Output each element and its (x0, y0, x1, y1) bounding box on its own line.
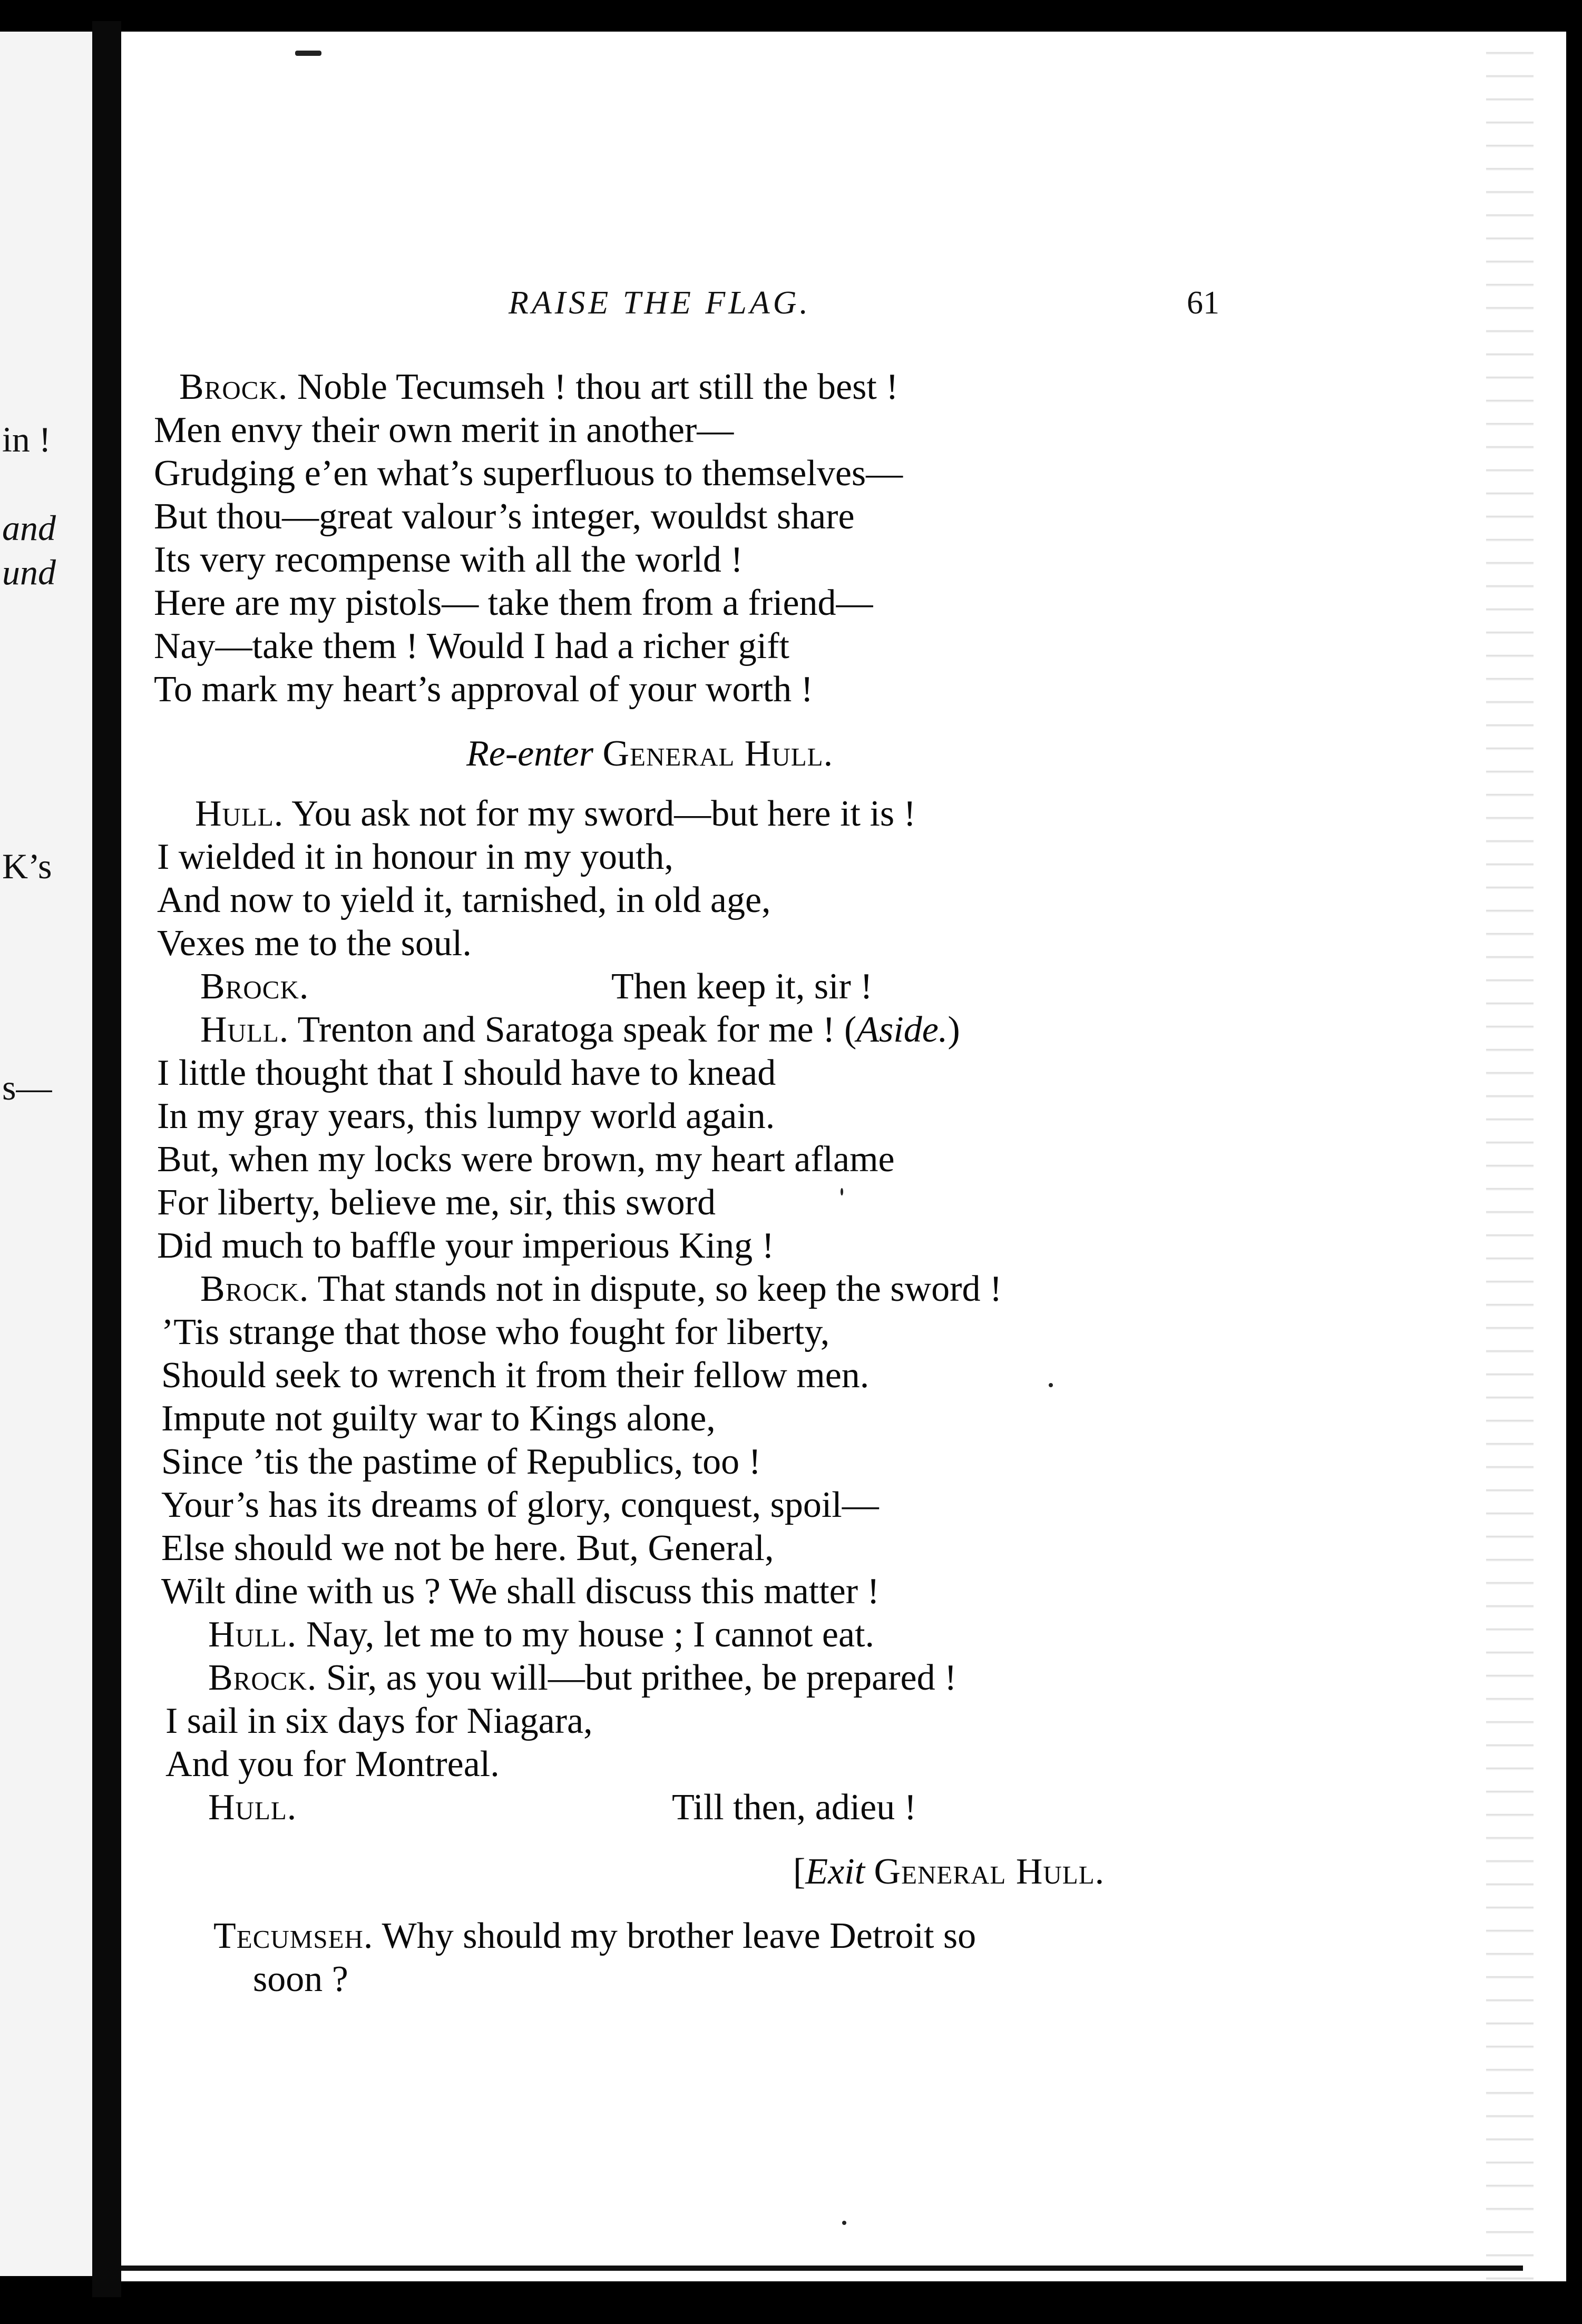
speaker-name: Tecumseh. (213, 1916, 374, 1956)
verse-line: Till then, adieu ! (672, 1787, 917, 1828)
verse-line: I wielded it in honour in my youth, (157, 837, 673, 877)
verse-line: Here are my pistols— take them from a friend— (154, 583, 873, 623)
verse-line (179, 369, 899, 406)
stage-direction-verb: Re-enter (466, 733, 593, 774)
line-text: Trenton and Saratoga speak for me ! ( (289, 1009, 857, 1050)
line-text: Why should my brother leave Detroit so (373, 1916, 976, 1956)
left-page-fragment-text: und (2, 552, 56, 592)
verse-line: And now to yield it, tarnished, in old age, (157, 880, 771, 920)
verse-line (200, 1271, 1002, 1308)
left-page-fragment (0, 32, 92, 2276)
stage-direction-bracket: [ (793, 1851, 806, 1892)
verse-line: But, when my locks were brown, my heart aflame (157, 1139, 895, 1180)
verse-line: Men envy their own merit in another— (154, 410, 734, 450)
speaker-name: Brock. (208, 1658, 317, 1698)
running-header: RAISE THE FLAG. (509, 285, 811, 321)
left-page-fragment-text: s— (2, 1067, 52, 1107)
verse-line: Since ’tis the pastime of Republics, too ! (161, 1442, 761, 1482)
verse-line: In my gray years, this lumpy world again. (157, 1096, 775, 1136)
verse-line: But thou—great valour’s integer, wouldst share (154, 496, 855, 537)
page-bottom-shadow (121, 2266, 1523, 2271)
page-number: 61 (1187, 285, 1219, 321)
book-gutter (92, 21, 121, 2297)
speaker-name: Brock. (179, 367, 288, 407)
line-text: Sir, as you will—but prithee, be prepared ! (317, 1658, 957, 1698)
scan-speck (295, 51, 321, 56)
scan-speck (1049, 1383, 1053, 1387)
verse-line: Did much to baffle your imperious King ! (157, 1225, 774, 1266)
stage-direction (793, 1851, 1105, 1892)
verse-line: soon ? (253, 1959, 348, 1999)
verse-line (208, 1616, 874, 1653)
left-page-fragment-text: K’s (2, 846, 52, 886)
speaker-name: Brock. (200, 966, 309, 1007)
verse-line: Should seek to wrench it from their fellow men. (161, 1355, 870, 1396)
line-text: You ask not for my sword—but here it is ! (284, 793, 916, 834)
verse-line: Its very recompense with all the world ! (154, 540, 743, 580)
verse-line (200, 1009, 960, 1050)
speaker-name: Brock. (200, 1269, 309, 1309)
left-page-fragment-text: and (2, 508, 56, 548)
scan-speck (841, 1188, 843, 1195)
stage-direction-name: General Hull. (874, 1851, 1105, 1892)
verse-line: For liberty, believe me, sir, this sword (157, 1182, 716, 1223)
speaker-name: Hull. (208, 1614, 297, 1655)
verse-line (208, 1789, 297, 1826)
page-edge (1486, 32, 1534, 2281)
verse-line (200, 968, 309, 1005)
line-text: ) (948, 1009, 960, 1050)
verse-line (213, 1918, 976, 1955)
aside-text: Aside. (856, 1009, 948, 1050)
left-page-fragment-text: in ! (2, 419, 51, 459)
verse-line: I little thought that I should have to knead (157, 1053, 776, 1093)
speaker-name: Hull. (200, 1009, 289, 1050)
verse-line (208, 1660, 956, 1697)
verse-line: Wilt dine with us ? We shall discuss this matter ! (161, 1571, 880, 1612)
verse-line: To mark my heart’s approval of your worth ! (154, 669, 813, 710)
speaker-name: Hull. (208, 1787, 297, 1828)
verse-line: ’Tis strange that those who fought for liberty, (161, 1312, 830, 1352)
verse-line (195, 793, 916, 834)
stage-direction-name: General Hull. (602, 733, 834, 774)
verse-line: Nay—take them ! Would I had a richer gift (154, 626, 789, 666)
verse-line: Vexes me to the soul. (157, 923, 472, 964)
scan-speck (842, 2221, 846, 2225)
verse-line: Then keep it, sir ! (611, 966, 873, 1007)
line-text: Noble Tecumseh ! thou art still the best ! (288, 367, 899, 407)
verse-line: Your’s has its dreams of glory, conquest, spoil— (161, 1485, 879, 1525)
verse-line: Impute not guilty war to Kings alone, (161, 1398, 716, 1439)
speaker-name: Hull. (195, 793, 284, 834)
line-text: That stands not in dispute, so keep the sword ! (309, 1269, 1002, 1309)
stage-direction-verb: Exit (805, 1851, 865, 1892)
verse-line: Grudging e’en what’s superfluous to themselves— (154, 453, 903, 494)
verse-line: I sail in six days for Niagara, (165, 1701, 593, 1741)
stage-direction (466, 733, 834, 774)
verse-line: And you for Montreal. (165, 1744, 500, 1784)
verse-line: Else should we not be here. But, General, (161, 1528, 774, 1568)
line-text: Nay, let me to my house ; I cannot eat. (297, 1614, 875, 1655)
